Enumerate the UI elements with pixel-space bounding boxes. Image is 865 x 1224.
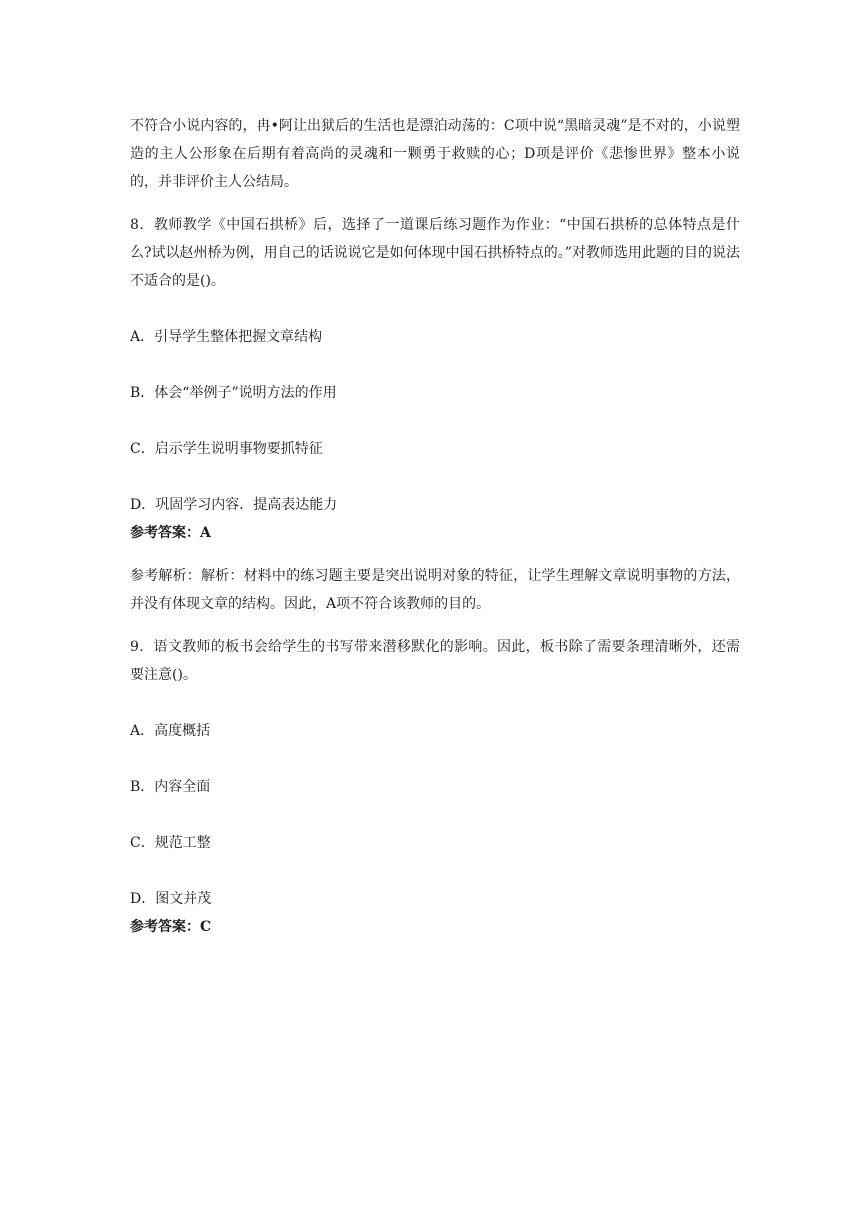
question-9-option-d: D．图文并茂 xyxy=(130,891,212,907)
question-9-stem: 9．语文教师的板书会给学生的书写带来潜移默化的影响。因此，板书除了需要条理清晰外，还需要注意()。 xyxy=(130,639,740,683)
question-8-option-c: C．启示学生说明事物要抓特征 xyxy=(130,441,323,457)
question-8-analysis: 参考解析：解析：材料中的练习题主要是突出说明对象的特征，让学生理解文章说明事物的方法，并没有体现文章的结构。因此，A项不符合该教师的目的。 xyxy=(130,568,740,612)
question-9-option-c: C．规范工整 xyxy=(130,835,211,851)
question-8-option-a: A．引导学生整体把握文章结构 xyxy=(130,329,323,345)
document-page xyxy=(130,112,740,941)
question-9-option-b: B．内容全面 xyxy=(130,779,211,795)
question-8-stem: 8．教师教学《中国石拱桥》后，选择了一道课后练习题作为作业：“中国石拱桥的总体特点是什么?试以赵州桥为例，用自己的话说说它是如何体现中国石拱桥特点的。”对教师选用此题的目的说法不适合的是()。 xyxy=(130,217,740,289)
question-9-answer: 参考答案：C xyxy=(130,919,212,935)
previous-analysis-text: 不符合小说内容的，冉•阿让出狱后的生活也是漂泊动荡的：C项中说“黑暗灵魂”是不对的，小说塑造的主人公形象在后期有着高尚的灵魂和一颗勇于救赎的心；D项是评价《悲惨世界》整本小说的，并非评价主人公结局。 xyxy=(130,118,740,190)
question-8-option-b: B．体会“举例子”说明方法的作用 xyxy=(130,385,337,401)
question-8-answer: 参考答案：A xyxy=(130,525,211,541)
question-9-option-a: A．高度概括 xyxy=(130,723,211,739)
question-8-option-d: D．巩固学习内容．提高表达能力 xyxy=(130,497,338,513)
